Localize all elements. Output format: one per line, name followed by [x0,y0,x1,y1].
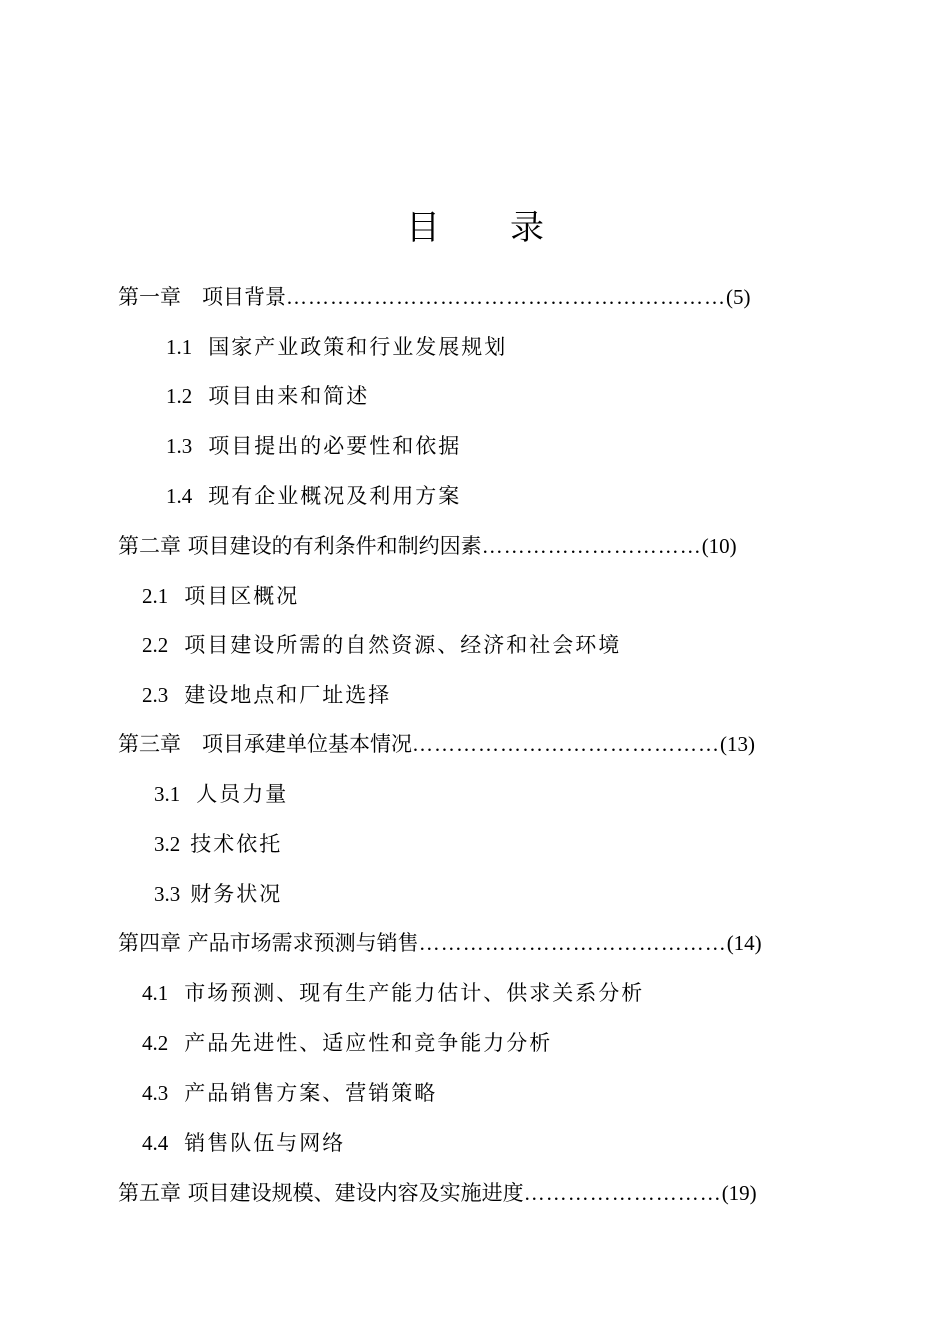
toc-section-2-2[interactable] [142,627,621,663]
toc-section-4-2[interactable] [142,1025,552,1061]
leader-dots: ………………………… [481,534,702,558]
section-title: 项目建设所需的自然资源、经济和社会环境 [184,633,622,657]
toc-chapter-2[interactable] [118,528,737,564]
toc-section-1-3[interactable] [166,428,461,464]
toc-section-1-2[interactable] [166,378,369,414]
toc-section-4-4[interactable] [142,1125,345,1161]
title-char-2: 录 [510,208,544,248]
toc-section-3-3[interactable] [154,876,282,912]
page-number: (14) [726,931,762,955]
title-char-1: 目 [406,208,440,248]
section-number: 3.3 [154,882,181,906]
section-number: 2.2 [142,633,169,657]
section-title: 市场预测、现有生产能力估计、供求关系分析 [184,981,645,1005]
section-number: 2.3 [142,683,169,707]
section-number: 4.4 [142,1131,169,1155]
section-title: 项目由来和简述 [208,384,370,408]
toc-section-3-2[interactable] [154,826,282,862]
leader-dots: …………………………………………………… [286,285,726,309]
page-number: (19) [721,1181,757,1205]
toc-chapter-5[interactable] [118,1175,757,1211]
section-title: 现有企业概况及利用方案 [208,484,462,508]
section-title: 项目提出的必要性和依据 [208,434,462,458]
chapter-label: 第一章 项目背景 [118,285,286,309]
section-number: 4.2 [142,1031,169,1055]
chapter-label: 第三章 项目承建单位基本情况 [118,732,412,756]
toc-section-4-1[interactable] [142,975,644,1011]
section-title: 人员力量 [196,782,289,806]
toc-section-1-4[interactable] [166,478,461,514]
section-number: 2.1 [142,584,169,608]
page-number: (5) [726,285,751,309]
section-title: 产品销售方案、营销策略 [184,1081,438,1105]
page-number: (13) [720,732,755,756]
chapter-label: 第二章 项目建设的有利条件和制约因素 [118,534,482,558]
section-title: 产品先进性、适应性和竞争能力分析 [184,1031,553,1055]
toc-section-1-1[interactable] [166,329,507,365]
toc-chapter-4[interactable] [118,925,762,961]
page-title [0,200,950,249]
leader-dots: …………………………………… [418,931,727,955]
section-number: 3.2 [154,832,181,856]
section-number: 1.4 [166,484,193,508]
section-number: 4.1 [142,981,169,1005]
section-number: 1.2 [166,384,193,408]
leader-dots: ……………………… [523,1181,722,1205]
toc-chapter-1[interactable] [118,279,751,315]
section-title: 技术依托 [190,832,283,856]
section-title: 项目区概况 [184,584,300,608]
page-number: (10) [701,534,737,558]
toc-chapter-3[interactable] [118,726,755,762]
toc-section-4-3[interactable] [142,1075,437,1111]
section-number: 3.1 [154,782,181,806]
section-number: 1.3 [166,434,193,458]
toc-section-2-3[interactable] [142,677,391,713]
chapter-label: 第四章 产品市场需求预测与销售 [118,931,419,955]
section-number: 4.3 [142,1081,169,1105]
section-title: 财务状况 [190,882,283,906]
toc-section-2-1[interactable] [142,578,299,614]
leader-dots: …………………………………… [412,732,720,756]
toc-section-3-1[interactable] [154,776,288,812]
section-number: 1.1 [166,335,193,359]
section-title: 建设地点和厂址选择 [184,683,392,707]
section-title: 销售队伍与网络 [184,1131,346,1155]
section-title: 国家产业政策和行业发展规划 [208,335,508,359]
chapter-label: 第五章 项目建设规模、建设内容及实施进度 [118,1181,524,1205]
